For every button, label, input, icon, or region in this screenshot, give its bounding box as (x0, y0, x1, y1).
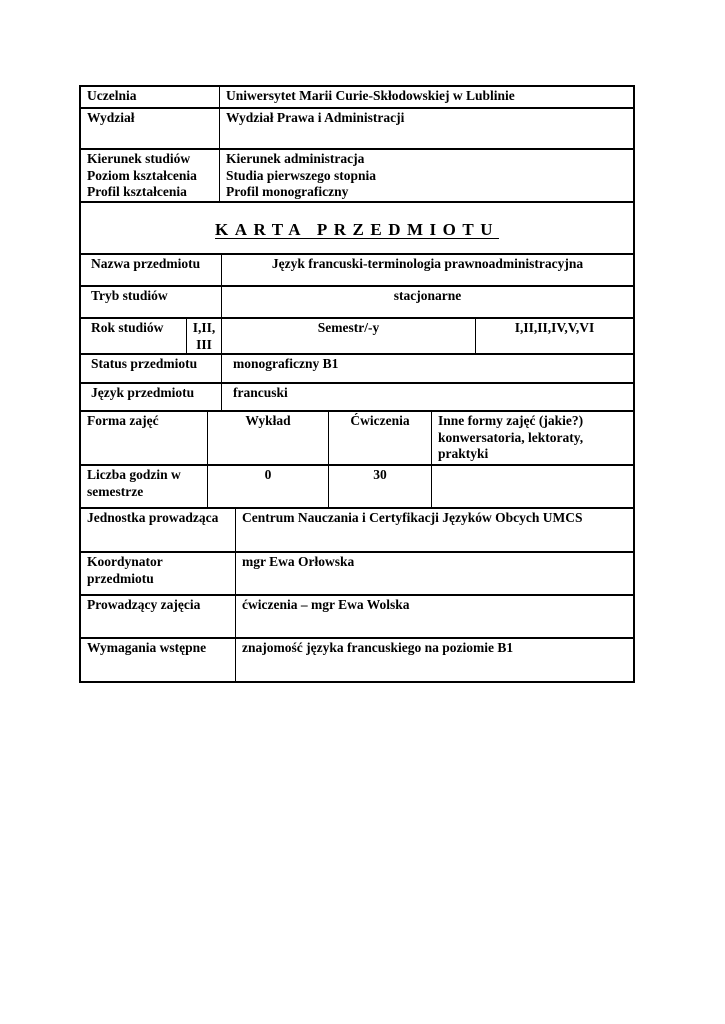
kierunek-values (219, 150, 633, 201)
wyklad-hours: 0 (207, 466, 328, 507)
semestr-label: Semestr/-y (221, 319, 475, 353)
poziom-label: Poziom kształcenia (87, 167, 197, 183)
poziom-value: Studia pierwszego stopnia (226, 167, 377, 183)
kierunek-labels (81, 150, 219, 201)
row-wymagania (79, 639, 635, 683)
cwiczenia-label: Ćwiczenia (328, 412, 431, 464)
jezyk-value: francuski (221, 384, 633, 410)
status-label: Status przedmiotu (91, 356, 198, 371)
row-forma (79, 412, 635, 466)
profil-label: Profil kształcenia (87, 184, 187, 199)
jezyk-label: Język przedmiotu (91, 385, 195, 400)
row-koordynator (79, 553, 635, 596)
kierunek-value: Kierunek administracja (226, 151, 365, 166)
uczelnia-value: Uniwersytet Marii Curie-Skłodowskiej w Lublinie (219, 87, 633, 107)
inne-formy-label: Inne formy zajęć (jakie?) konwersatoria, lektoraty, praktyki (431, 412, 633, 464)
rok-label: Rok studiów (91, 320, 164, 335)
koordynator-label: Koordynator przedmiotu (87, 554, 163, 586)
wymagania-value: znajomość języka francuskiego na poziomie B1 (235, 639, 633, 681)
wydzial-value: Wydział Prawa i Administracji (219, 109, 633, 148)
row-tryb (79, 287, 635, 319)
tryb-label: Tryb studiów (91, 288, 168, 303)
row-status (79, 355, 635, 384)
nazwa-value: Język francuski-terminologia prawnoadministracyjna (221, 255, 633, 285)
prowadzacy-label: Prowadzący zajęcia (87, 597, 201, 612)
row-prowadzacy (79, 596, 635, 639)
row-nazwa (79, 255, 635, 287)
course-card-table (79, 85, 635, 683)
wyklad-label: Wykład (207, 412, 328, 464)
row-uczelnia (79, 85, 635, 109)
jednostka-value: Centrum Nauczania i Certyfikacji Języków Obcych UMCS (235, 509, 633, 551)
row-wydzial (79, 109, 635, 150)
row-jednostka (79, 509, 635, 553)
forma-label: Forma zajęć (87, 413, 159, 428)
wydzial-label: Wydział (87, 110, 135, 125)
wymagania-label: Wymagania wstępne (87, 640, 207, 655)
nazwa-label: Nazwa przedmiotu (91, 256, 201, 271)
koordynator-value: mgr Ewa Orłowska (235, 553, 633, 594)
jednostka-label: Jednostka prowadząca (87, 510, 219, 525)
page-title: KARTA PRZEDMIOTU (215, 220, 499, 239)
semestr-value: I,II,II,IV,V,VI (475, 319, 633, 353)
uczelnia-label: Uczelnia (87, 88, 137, 103)
profil-value: Profil monograficzny (226, 184, 349, 199)
row-jezyk (79, 384, 635, 412)
inne-hours (431, 466, 633, 507)
row-godziny (79, 466, 635, 509)
rok-value: I,II, III (186, 319, 221, 353)
row-kierunek (79, 150, 635, 203)
godziny-label: Liczba godzin w semestrze (87, 467, 181, 499)
row-title (79, 203, 635, 255)
row-rok (79, 319, 635, 355)
status-value: monograficzny B1 (221, 355, 633, 382)
cwiczenia-hours: 30 (328, 466, 431, 507)
kierunek-label: Kierunek studiów (87, 151, 191, 166)
prowadzacy-value: ćwiczenia – mgr Ewa Wolska (235, 596, 633, 637)
tryb-value: stacjonarne (221, 287, 633, 317)
